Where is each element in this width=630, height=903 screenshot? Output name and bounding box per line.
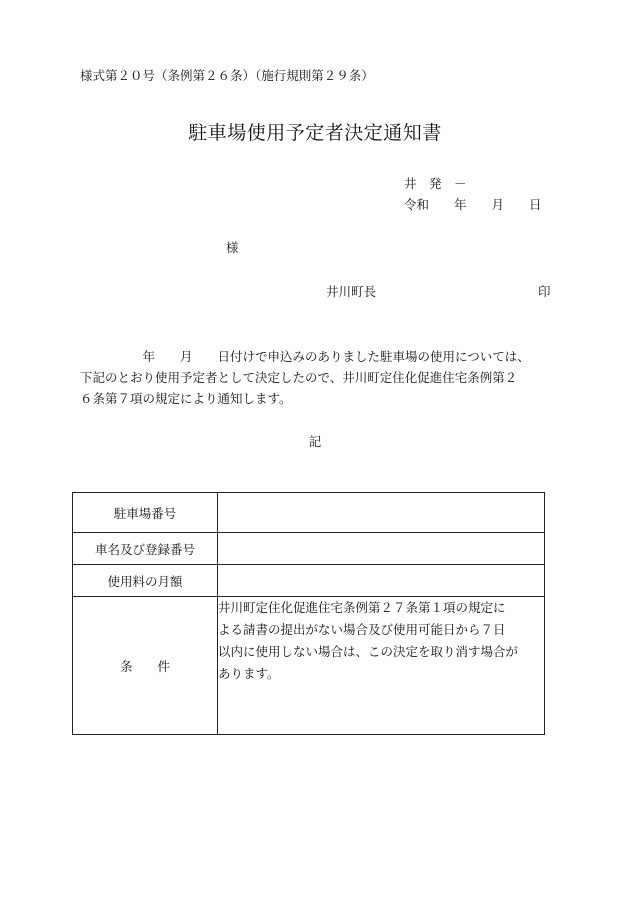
- parking-number-value: [218, 493, 545, 533]
- reference-number: 井 発 －: [404, 176, 467, 191]
- condition-line: 以内に使用しない場合は、この決定を取り消す場合が: [218, 644, 519, 659]
- condition-line: よる請書の提出がない場合及び使用可能日から７日: [218, 622, 506, 637]
- table-row: [73, 493, 545, 533]
- table-row: [73, 533, 545, 565]
- condition-line: あります。: [218, 666, 280, 681]
- addressee-honorific: 様: [226, 240, 239, 255]
- document-title: 駐車場使用予定者決定通知書: [188, 122, 442, 144]
- vehicle-registration-value: [218, 533, 545, 565]
- table-row: [73, 597, 545, 735]
- issuer-name: 井川町長: [326, 284, 377, 299]
- condition-label: 条 件: [73, 597, 218, 735]
- vehicle-registration-label: 車名及び登録番号: [73, 533, 218, 565]
- details-table: [72, 492, 545, 735]
- form-number: 様式第２０号（条例第２６条）（施行規則第２９条）: [80, 68, 374, 83]
- monthly-fee-label: 使用料の月額: [73, 565, 218, 597]
- issue-date: 令和 年 月 日: [404, 197, 542, 212]
- body-line: ６条第７項の規定により通知します。: [80, 391, 292, 406]
- parking-number-label: 駐車場番号: [73, 493, 218, 533]
- condition-line: 井川町定住化促進住宅条例第２７条第１項の規定に: [218, 600, 506, 615]
- monthly-fee-value: [218, 565, 545, 597]
- table-row: [73, 565, 545, 597]
- section-mark: 記: [308, 434, 322, 449]
- body-line: 年 月 日付けで申込みのありました駐車場の使用については、: [80, 349, 530, 364]
- condition-text: [218, 597, 545, 735]
- notice-body: [80, 346, 570, 409]
- seal-mark: 印: [538, 284, 551, 299]
- body-line: 下記のとおり使用予定者として決定したので、井川町定住化促進住宅条例第２: [80, 370, 518, 385]
